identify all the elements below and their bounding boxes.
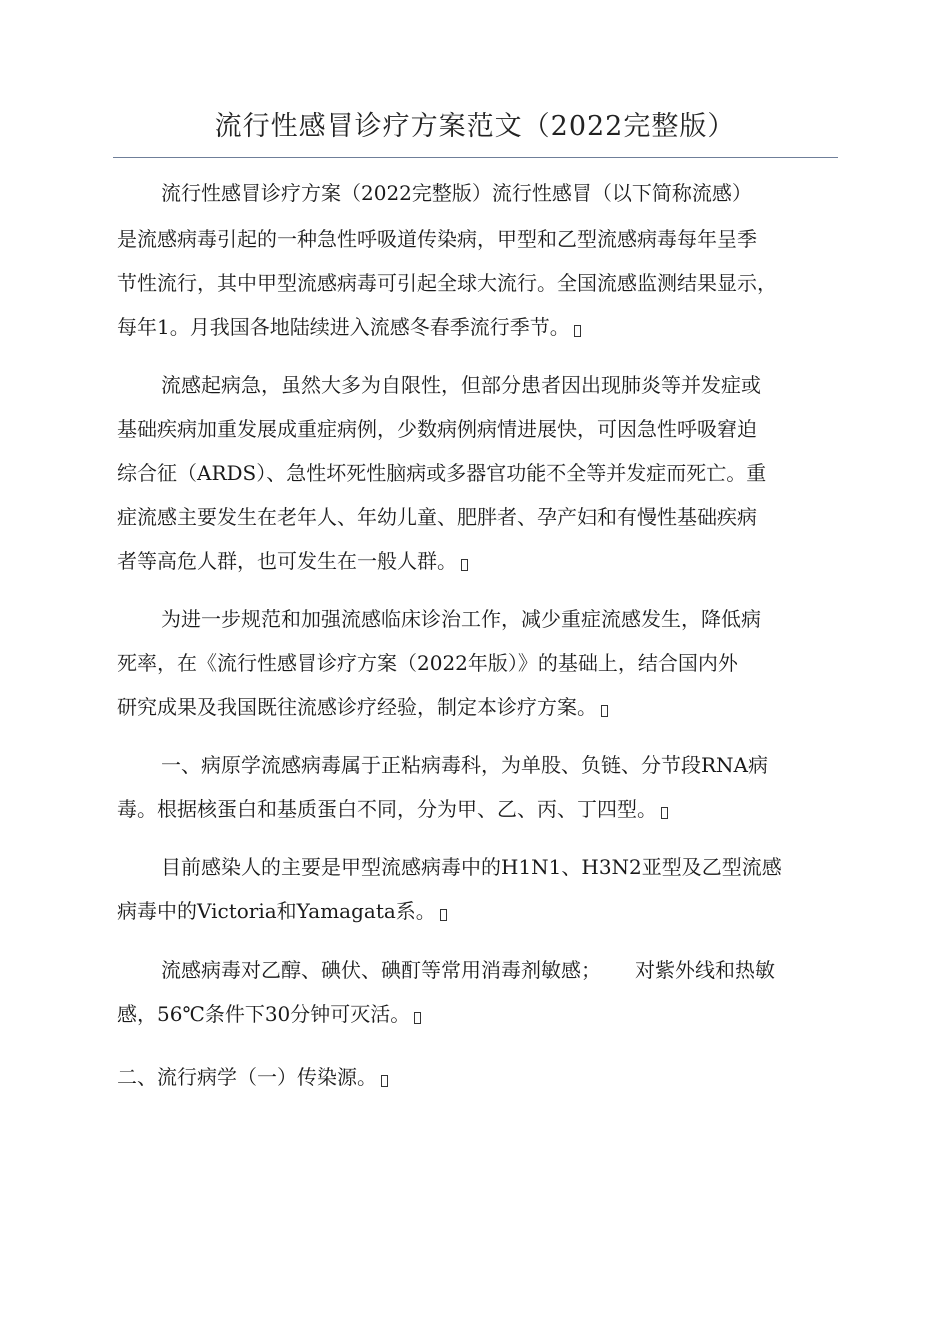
paragraph-2-line-3: 综合征（ARDS）、急性坏死性脑病或多器官功能不全等并发症而死亡。重 bbox=[117, 461, 767, 485]
paragraph-3-line-3-text: 研究成果及我国既往流感诊疗经验，制定本诊疗方案。 bbox=[117, 695, 597, 719]
paragraph-1-line-2: 是流感病毒引起的一种急性呼吸道传染病，甲型和乙型流感病毒每年呈季 bbox=[117, 227, 757, 251]
paragraph-mark-icon bbox=[601, 705, 608, 717]
paragraph-mark-icon bbox=[381, 1075, 388, 1087]
paragraph-4-line-2 bbox=[117, 797, 668, 821]
paragraph-4-line-1: 一、病原学流感病毒属于正粘病毒科，为单股、负链、分节段RNA病 bbox=[161, 753, 769, 777]
paragraph-2-line-2: 基础疾病加重发展成重症病例，少数病例病情进展快，可因急性呼吸窘迫 bbox=[117, 417, 757, 441]
paragraph-2-line-4: 症流感主要发生在老年人、年幼儿童、肥胖者、孕产妇和有慢性基础疾病 bbox=[117, 505, 757, 529]
title-divider bbox=[113, 157, 838, 158]
paragraph-2-line-5 bbox=[117, 549, 468, 573]
paragraph-6-line-1-text-a: 流感病毒对乙醇、碘伏、碘酊等常用消毒剂敏感； bbox=[161, 958, 601, 982]
paragraph-mark-icon bbox=[414, 1012, 421, 1024]
paragraph-mark-icon bbox=[574, 325, 581, 337]
paragraph-2-line-5-text: 者等高危人群，也可发生在一般人群。 bbox=[117, 549, 457, 573]
paragraph-1-line-3: 节性流行，其中甲型流感病毒可引起全球大流行。全国流感监测结果显示， bbox=[117, 271, 777, 295]
paragraph-1-line-4-text: 每年1。月我国各地陆续进入流感冬春季流行季节。 bbox=[117, 315, 570, 339]
paragraph-6-line-2-text: 感，56℃条件下30分钟可灭活。 bbox=[117, 1002, 411, 1026]
paragraph-4-line-2-text: 毒。根据核蛋白和基质蛋白不同，分为甲、乙、丙、丁四型。 bbox=[117, 797, 657, 821]
paragraph-6-line-1-text-b: 对紫外线和热敏 bbox=[635, 958, 775, 982]
paragraph-3-line-2: 死率，在《流行性感冒诊疗方案（2022年版）》的基础上，结合国内外 bbox=[117, 651, 738, 675]
paragraph-mark-icon bbox=[440, 909, 447, 921]
paragraph-6-line-2 bbox=[117, 1002, 421, 1026]
paragraph-5-line-1: 目前感染人的主要是甲型流感病毒中的H1N1、H3N2亚型及乙型流感 bbox=[161, 855, 782, 879]
paragraph-5-line-2-text: 病毒中的Victoria和Yamagata系。 bbox=[117, 899, 436, 923]
document-title: 流行性感冒诊疗方案范文（2022完整版） bbox=[214, 111, 736, 142]
paragraph-1-line-4 bbox=[117, 315, 581, 339]
paragraph-1-line-1: 流行性感冒诊疗方案（2022完整版）流行性感冒（以下简称流感） bbox=[161, 181, 752, 205]
paragraph-mark-icon bbox=[661, 807, 668, 819]
section-heading-text: 二、流行病学（一）传染源。 bbox=[117, 1065, 377, 1089]
section-heading-epidemiology bbox=[117, 1065, 388, 1089]
paragraph-mark-icon bbox=[461, 559, 468, 571]
paragraph-5-line-2 bbox=[117, 899, 447, 923]
paragraph-2-line-1: 流感起病急，虽然大多为自限性，但部分患者因出现肺炎等并发症或 bbox=[161, 373, 761, 397]
paragraph-6-line-1 bbox=[161, 958, 775, 982]
paragraph-3-line-3 bbox=[117, 695, 608, 719]
paragraph-3-line-1: 为进一步规范和加强流感临床诊治工作，减少重症流感发生，降低病 bbox=[161, 607, 761, 631]
